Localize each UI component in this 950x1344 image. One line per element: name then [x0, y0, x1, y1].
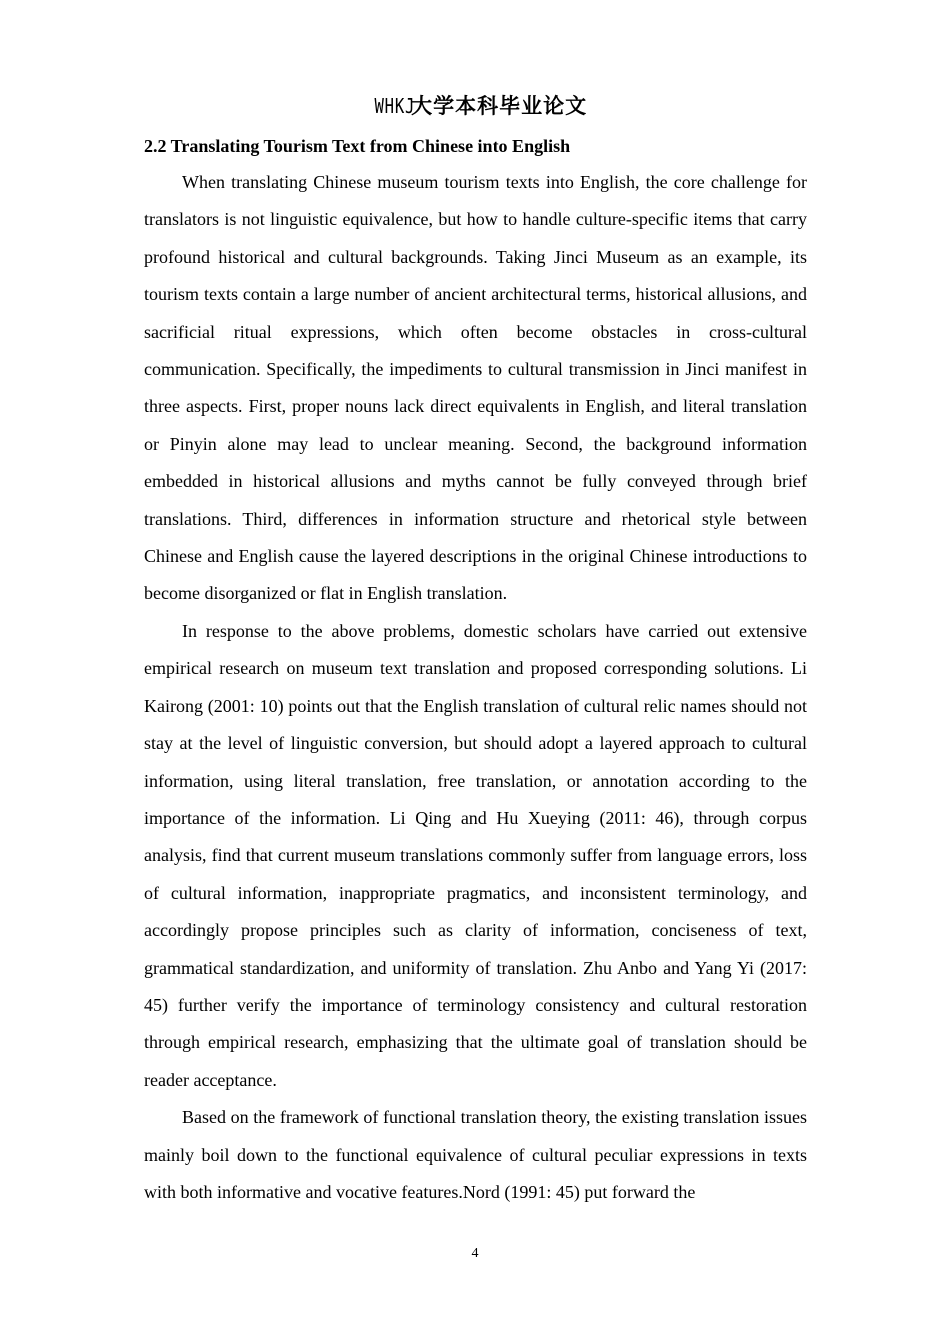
running-header	[0, 92, 950, 120]
header-school-code: WHKJ	[374, 94, 416, 118]
section-heading: 2.2 Translating Tourism Text from Chinese into English	[144, 136, 571, 156]
body-content	[144, 133, 807, 1211]
paragraph-translation-challenges: When translating Chinese museum tourism texts into English, the core challenge for translators is not linguistic equivalence, but how to handle culture-specific items that carry profound historical and cultural backgrounds. Taking Jinci Museum as an example, its tourism texts contain a large number of ancient architectural terms, historical allusions, and sacrificial ritual expressions, which often become obstacles in cross-cultural communication. Specifically, the impediments to cultural transmission in Jinci manifest in three aspects. First, proper nouns lack direct equivalents in English, and literal translation or Pinyin alone may lead to unclear meaning. Second, the background information embedded in historical allusions and myths cannot be fully conveyed through brief translations. Third, differences in information structure and rhetorical style between Chinese and English cause the layered descriptions in the original Chinese introductions to become disorganized or flat in English translation.	[144, 172, 807, 604]
header-thesis-title: 大学本科毕业论文	[411, 93, 588, 118]
paragraph-domestic-research: In response to the above problems, domestic scholars have carried out extensive empirical research on museum text translation and proposed corresponding solutions. Li Kairong (2001: 10) points out that the English translation of cultural relic names should not stay at the level of linguistic conversion, but should adopt a layered approach to cultural information, using literal translation, free translation, or annotation according to the importance of the information. Li Qing and Hu Xueying (2011: 46), through corpus analysis, find that current museum translations commonly suffer from language errors, loss of cultural information, inappropriate pragmatics, and inconsistent terminology, and accordingly propose principles such as clarity of information, conciseness of text, grammatical standardization, and uniformity of translation. Zhu Anbo and Yang Yi (2017: 45) further verify the importance of terminology consistency and cultural restoration through empirical research, emphasizing that the ultimate goal of translation should be reader acceptance.	[144, 620, 807, 1090]
page-number: 4	[471, 1246, 479, 1261]
paragraph-functional-theory: Based on the framework of functional translation theory, the existing translation issues mainly boil down to the functional equivalence of cultural peculiar expressions in texts with both informative and vocative features.Nord (1991: 45) put forward the	[144, 1107, 807, 1202]
